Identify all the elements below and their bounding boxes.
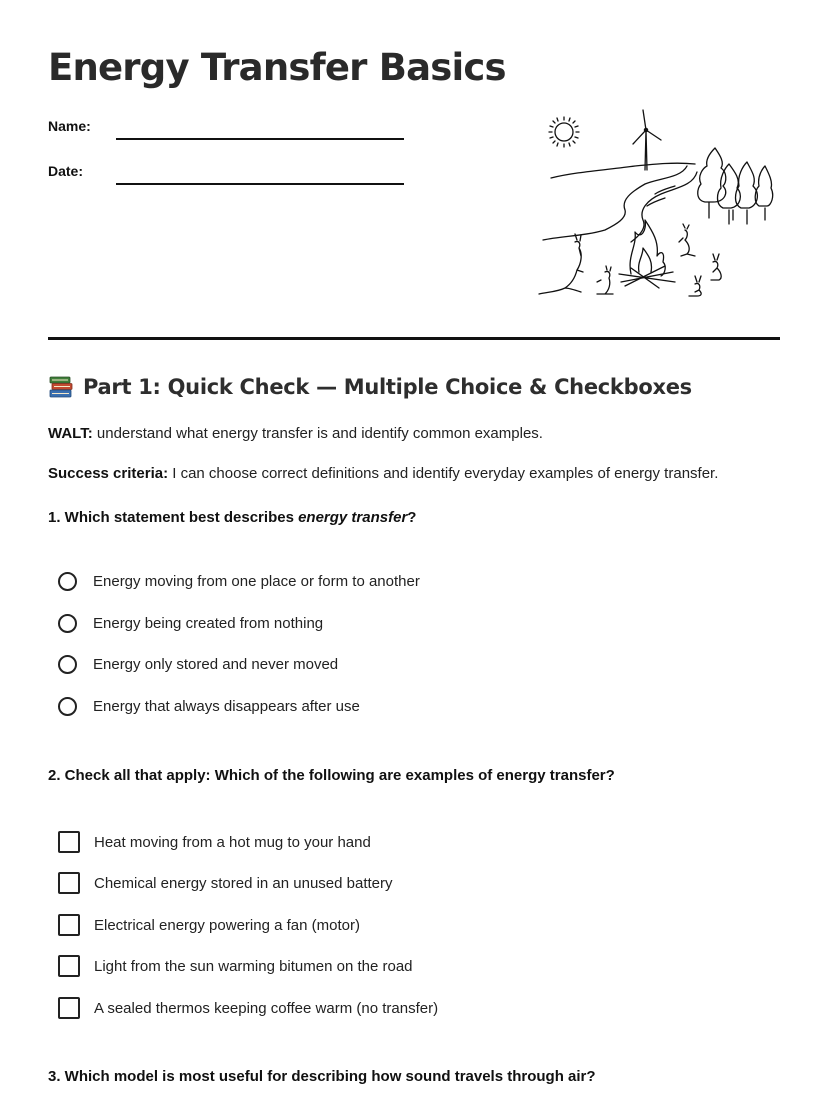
q1-option-c[interactable] bbox=[58, 655, 338, 674]
wind-turbine-icon bbox=[633, 110, 661, 170]
rabbit-icon bbox=[689, 254, 721, 296]
q1-option-b[interactable] bbox=[58, 614, 323, 633]
question-1 bbox=[48, 509, 416, 526]
radio-button[interactable] bbox=[58, 655, 77, 674]
option-label: Energy being created from nothing bbox=[93, 615, 324, 632]
option-label: Energy only stored and never moved bbox=[93, 656, 339, 673]
date-label: Date: bbox=[48, 163, 84, 179]
radio-button[interactable] bbox=[58, 614, 77, 633]
books-icon bbox=[48, 374, 74, 400]
option-label: Energy that always disappears after use bbox=[93, 698, 360, 715]
q2-option-a[interactable] bbox=[58, 831, 371, 853]
q2-option-c[interactable] bbox=[58, 914, 360, 936]
radio-button[interactable] bbox=[58, 697, 77, 716]
question-1-emphasis: energy transfer bbox=[298, 509, 408, 526]
question-1-prefix: 1. Which statement best describes bbox=[48, 509, 299, 526]
checkbox[interactable] bbox=[58, 914, 80, 936]
kangaroo-small-icon bbox=[679, 224, 695, 256]
question-2: 2. Check all that apply: Which of the following are examples of energy transfer? bbox=[48, 767, 615, 784]
option-label: Light from the sun warming bitumen on the road bbox=[94, 957, 413, 975]
kangaroo-icon bbox=[539, 234, 583, 294]
campfire-icon bbox=[619, 220, 675, 288]
option-label: Heat moving from a hot mug to your hand bbox=[94, 833, 371, 851]
date-field[interactable] bbox=[116, 183, 404, 185]
checkbox[interactable] bbox=[58, 831, 80, 853]
option-label: Chemical energy stored in an unused battery bbox=[94, 874, 393, 892]
q1-option-d[interactable] bbox=[58, 697, 360, 716]
walt-line bbox=[48, 425, 543, 442]
success-criteria-text: I can choose correct definitions and identify everyday examples of energy transfer. bbox=[168, 465, 719, 482]
option-label: Electrical energy powering a fan (motor) bbox=[94, 916, 360, 934]
section-divider bbox=[48, 337, 780, 340]
q2-option-d[interactable] bbox=[58, 955, 413, 977]
name-label: Name: bbox=[48, 118, 91, 134]
option-label: A sealed thermos keeping coffee warm (no transfer) bbox=[94, 999, 439, 1017]
question-3: 3. Which model is most useful for describing how sound travels through air? bbox=[48, 1068, 596, 1085]
radio-button[interactable] bbox=[58, 572, 77, 591]
question-1-suffix: ? bbox=[407, 509, 417, 526]
walt-text: understand what energy transfer is and identify common examples. bbox=[92, 425, 543, 442]
success-criteria-line bbox=[48, 465, 718, 482]
name-field[interactable] bbox=[116, 138, 404, 140]
wallaby-icon bbox=[597, 266, 613, 294]
page-title: Energy Transfer Basics bbox=[48, 46, 506, 89]
trees-icon bbox=[698, 148, 773, 224]
option-label: Energy moving from one place or form to another bbox=[93, 573, 420, 590]
checkbox[interactable] bbox=[58, 955, 80, 977]
part1-heading bbox=[48, 374, 692, 400]
checkbox[interactable] bbox=[58, 872, 80, 894]
q1-option-a[interactable] bbox=[58, 572, 420, 591]
river-icon bbox=[543, 166, 697, 242]
success-criteria-label: Success criteria: bbox=[48, 465, 169, 482]
q2-option-e[interactable] bbox=[58, 997, 438, 1019]
section-title: Part 1: Quick Check — Multiple Choice & Checkboxes bbox=[83, 375, 692, 399]
q2-option-b[interactable] bbox=[58, 872, 393, 894]
sun-icon bbox=[549, 117, 579, 147]
checkbox[interactable] bbox=[58, 997, 80, 1019]
landscape-illustration bbox=[535, 106, 775, 298]
walt-label: WALT: bbox=[48, 425, 93, 442]
